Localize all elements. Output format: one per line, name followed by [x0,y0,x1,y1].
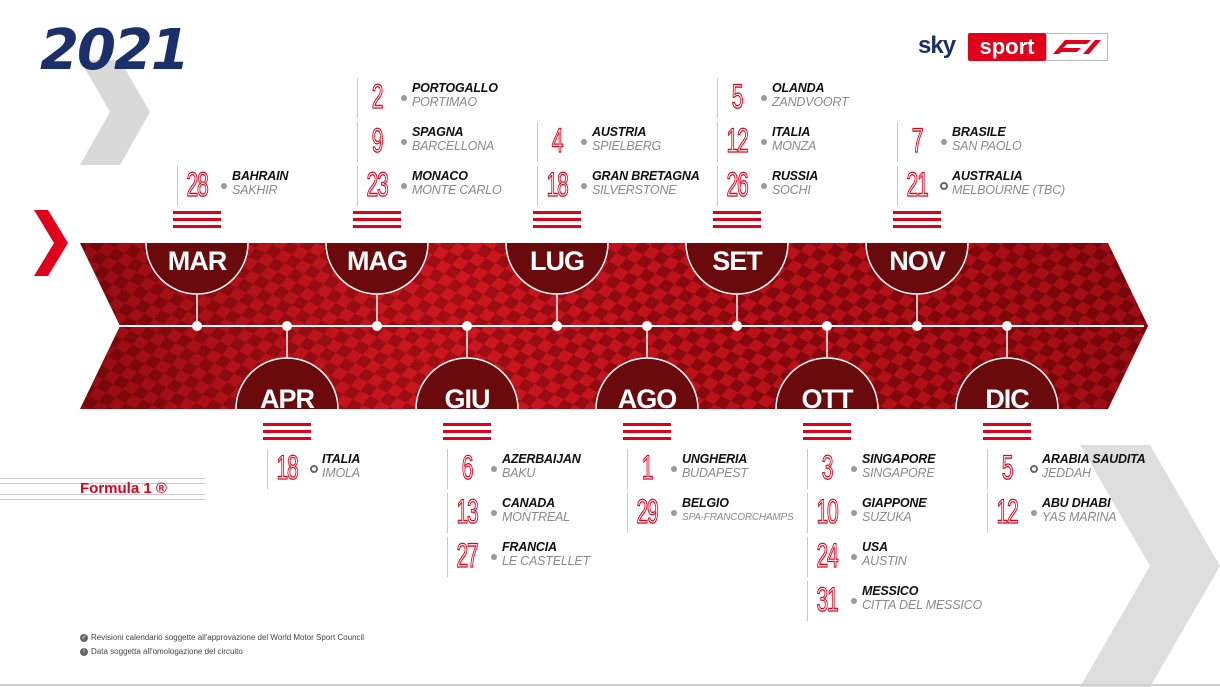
race-event [717,166,819,206]
race-circuit: SPA-FRANCORCHAMPS [682,512,794,523]
race-day: 6 [461,449,473,487]
race-country: BELGIO [682,496,729,510]
race-country: PORTOGALLO [412,81,498,95]
bullet-icon [851,598,857,604]
race-day: 24 [816,537,838,575]
race-event [897,166,1065,206]
bullet-icon [851,554,857,560]
bullet-icon [221,183,227,189]
race-day: 18 [276,449,298,487]
bullet-icon [761,95,767,101]
race-event [537,122,662,162]
info-circle-icon [1030,465,1038,473]
race-event [357,166,502,206]
race-day: 21 [906,166,928,204]
race-day: 4 [551,122,563,160]
month-label-ago: AGO [617,384,677,414]
month-label-nov: NOV [889,246,945,276]
race-circuit: SINGAPORE [862,466,935,480]
month-label-apr: APR [259,384,315,414]
race-day: 9 [371,122,383,160]
info-circle-icon: ! [80,648,88,656]
race-country: ABU DHABI [1042,496,1111,510]
race-country: OLANDA [772,81,825,95]
race-day: 13 [456,493,478,531]
race-country: BRASILE [952,125,1006,139]
race-event [447,537,590,577]
race-day: 18 [546,166,568,204]
race-day: 2 [371,78,383,116]
race-day: 31 [816,581,838,619]
race-day: 26 [726,166,748,204]
month-label-mag: MAG [347,246,407,276]
month-label-dic: DIC [985,384,1029,414]
month-label-giu: GIU [444,384,490,414]
bullet-icon [491,554,497,560]
race-event [357,122,495,162]
race-day: 3 [821,449,833,487]
bullet-icon [851,466,857,472]
race-circuit: YAS MARINA [1042,510,1117,524]
race-event [807,449,936,489]
race-circuit: BAKU [502,466,536,480]
race-day: 7 [911,122,923,160]
race-event [537,166,700,206]
season-year: 2021 [40,18,188,83]
bullet-icon [671,466,677,472]
race-circuit: BUDAPEST [682,466,748,480]
race-circuit: AUSTIN [862,554,907,568]
race-day: 12 [726,122,748,160]
race-circuit: JEDDAH [1042,466,1091,480]
bullet-icon [401,139,407,145]
month-label-lug: LUG [530,246,584,276]
race-country: MONACO [412,169,468,183]
race-country: ITALIA [772,125,811,139]
race-event [267,449,361,489]
sport-logo: sport [968,33,1046,61]
bullet-icon [401,183,407,189]
race-day: 29 [636,493,658,531]
race-circuit: SUZUKA [862,510,912,524]
race-event [717,78,849,118]
race-event [717,122,817,162]
race-country: MESSICO [862,584,919,598]
race-circuit: SILVERSTONE [592,183,677,197]
info-circle-icon [310,465,318,473]
race-country: RUSSIA [772,169,819,183]
race-event [357,78,498,118]
bullet-icon [581,183,587,189]
race-country: ITALIA [322,452,361,466]
race-country: SPAGNA [412,125,464,139]
race-circuit: IMOLA [322,466,360,480]
race-country: UNGHERIA [682,452,748,466]
race-circuit: LE CASTELLET [502,554,590,568]
sky-logo: sky [918,32,956,59]
race-day: 5 [731,78,743,116]
bullet-icon [1031,510,1037,516]
race-country: ARABIA SAUDITA [1042,452,1146,466]
race-circuit: MELBOURNE (TBC) [952,183,1065,197]
race-circuit: MONZA [772,139,817,153]
footnote-homologation [80,647,243,656]
race-day: 28 [186,166,208,204]
race-circuit: MONTE CARLO [412,183,502,197]
race-country: FRANCIA [502,540,557,554]
race-event [897,122,1022,162]
month-label-ott: OTT [801,384,853,414]
race-country: CANADA [502,496,555,510]
race-country: AZERBAIJAN [502,452,581,466]
race-circuit: BARCELLONA [412,139,495,153]
race-circuit: CITTA DEL MESSICO [862,598,983,612]
race-day: 5 [1001,449,1013,487]
bullet-icon [401,95,407,101]
race-day: 27 [456,537,478,575]
bullet-icon [851,510,857,516]
race-event [807,493,927,533]
race-day: 1 [641,449,653,487]
info-circle-icon [940,182,948,190]
footer-divider [0,684,1220,686]
race-country: AUSTRALIA [952,169,1023,183]
race-event [447,493,570,533]
race-country: SINGAPORE [862,452,936,466]
race-circuit: SPIELBERG [592,139,662,153]
formula1-brand: Formula 1 ® [80,480,167,497]
race-circuit: PORTIMAO [412,95,477,109]
race-event [177,166,289,206]
race-event [627,493,794,533]
bullet-icon [941,139,947,145]
race-circuit: ZANDVOORT [772,95,849,109]
race-event [627,449,748,489]
race-day: 23 [366,166,388,204]
race-event [447,449,581,489]
race-event [987,449,1146,489]
race-event [807,581,983,621]
race-circuit: MONTREAL [502,510,570,524]
race-circuit: SAKHIR [232,183,278,197]
race-event [987,493,1117,533]
race-circuit: SAN PAOLO [952,139,1022,153]
race-country: AUSTRIA [592,125,647,139]
race-country: GIAPPONE [862,496,927,510]
footnote-text: Revisioni calendario soggette all'approvazione del World Motor Sport Council [91,633,365,642]
bullet-icon [491,466,497,472]
month-label-set: SET [712,246,762,276]
footnote-approval [80,633,364,642]
race-country: USA [862,540,888,554]
month-label-mar: MAR [167,246,227,276]
race-circuit: SOCHI [772,183,811,197]
race-day: 10 [816,493,838,531]
footnote-text: Data soggetta all'omologazione del circuito [91,647,243,656]
bullet-icon [491,510,497,516]
bullet-icon [761,183,767,189]
bullet-icon [671,510,677,516]
race-country: GRAN BRETAGNA [592,169,700,183]
check-circle-icon: ✓ [81,634,87,641]
race-event [807,537,907,577]
race-day: 12 [996,493,1018,531]
race-country: BAHRAIN [232,169,289,183]
bullet-icon [581,139,587,145]
bullet-icon [761,139,767,145]
